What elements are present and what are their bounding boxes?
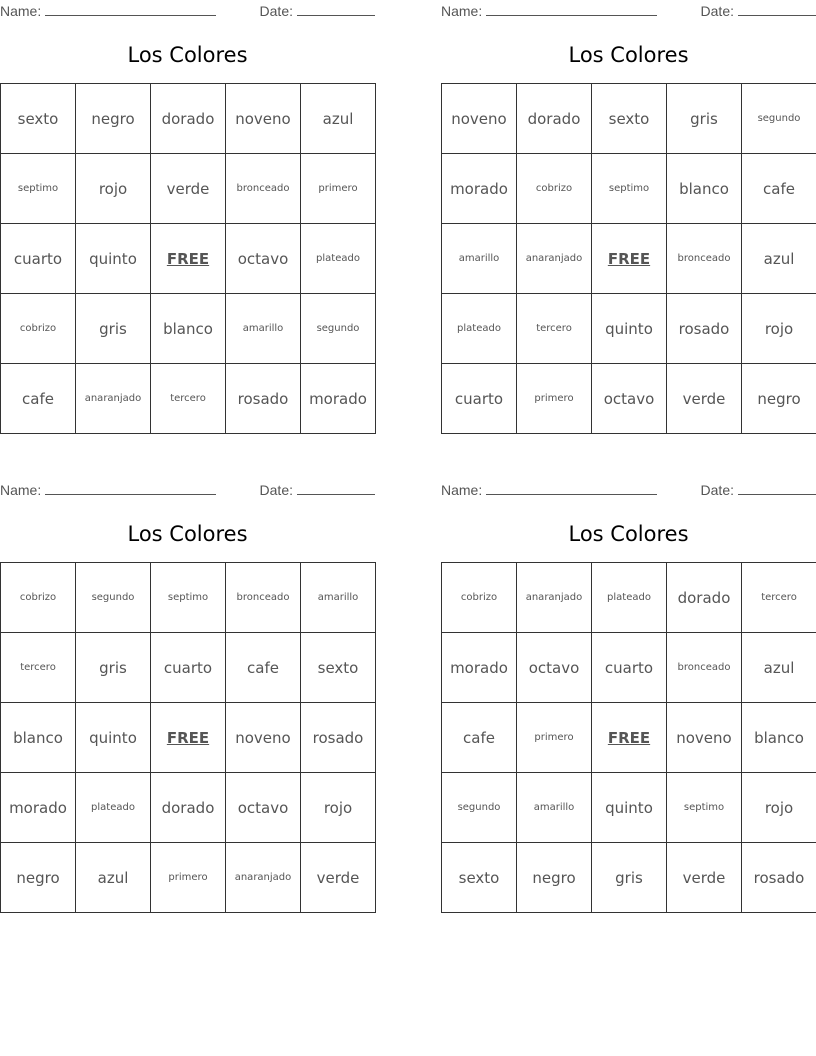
free-space[interactable]: FREE <box>151 703 226 773</box>
date-label: Date: <box>700 482 734 498</box>
bingo-cell[interactable]: verde <box>667 364 742 434</box>
bingo-cell[interactable]: primero <box>517 364 592 434</box>
bingo-grid <box>441 562 816 913</box>
bingo-cell[interactable]: rojo <box>76 154 151 224</box>
bingo-cell[interactable]: sexto <box>442 843 517 913</box>
bingo-cell[interactable]: quinto <box>592 773 667 843</box>
name-label: Name: <box>0 3 42 19</box>
bingo-cell[interactable]: bronceado <box>226 154 301 224</box>
date-blank-line[interactable] <box>738 2 816 16</box>
bingo-cell[interactable]: cafe <box>1 364 76 434</box>
bingo-cell[interactable]: rosado <box>667 294 742 364</box>
bingo-cell[interactable]: blanco <box>151 294 226 364</box>
bingo-row <box>1 154 376 224</box>
bingo-cell[interactable]: anaranjado <box>517 224 592 294</box>
bingo-cell[interactable]: morado <box>442 154 517 224</box>
bingo-cell[interactable]: plateado <box>301 224 376 294</box>
bingo-card-3 <box>0 479 375 909</box>
name-field[interactable] <box>441 2 657 19</box>
bingo-cell[interactable]: negro <box>1 843 76 913</box>
bingo-row <box>1 294 376 364</box>
bingo-cell[interactable]: morado <box>442 633 517 703</box>
bingo-row <box>442 563 816 633</box>
bingo-cell[interactable]: segundo <box>442 773 517 843</box>
bingo-cell[interactable]: gris <box>76 633 151 703</box>
bingo-cell[interactable]: cuarto <box>151 633 226 703</box>
bingo-cell[interactable]: plateado <box>76 773 151 843</box>
bingo-cell[interactable]: dorado <box>151 773 226 843</box>
bingo-row <box>442 294 816 364</box>
bingo-row <box>442 633 816 703</box>
bingo-cell[interactable]: dorado <box>517 84 592 154</box>
bingo-row <box>1 633 376 703</box>
bingo-row <box>1 224 376 294</box>
bingo-row <box>442 154 816 224</box>
bingo-cell[interactable]: bronceado <box>226 563 301 633</box>
bingo-cell[interactable]: negro <box>742 364 816 434</box>
bingo-cell[interactable]: rosado <box>226 364 301 434</box>
bingo-cell[interactable]: septimo <box>667 773 742 843</box>
bingo-cell[interactable]: rojo <box>742 294 816 364</box>
bingo-cell[interactable]: cuarto <box>592 633 667 703</box>
bingo-cell[interactable]: rosado <box>742 843 816 913</box>
name-blank-line[interactable] <box>486 481 657 495</box>
bingo-cell[interactable]: dorado <box>151 84 226 154</box>
bingo-row <box>442 843 816 913</box>
bingo-cell[interactable]: octavo <box>517 633 592 703</box>
name-field[interactable] <box>441 481 657 498</box>
bingo-cell[interactable]: plateado <box>592 563 667 633</box>
card-header <box>441 481 816 499</box>
bingo-grid <box>441 83 816 434</box>
bingo-cell[interactable]: anaranjado <box>76 364 151 434</box>
bingo-cell[interactable]: quinto <box>592 294 667 364</box>
bingo-cell[interactable]: verde <box>667 843 742 913</box>
bingo-cell[interactable]: noveno <box>226 703 301 773</box>
date-label: Date: <box>700 3 734 19</box>
bingo-cell[interactable]: tercero <box>1 633 76 703</box>
bingo-cell[interactable]: blanco <box>667 154 742 224</box>
bingo-cell[interactable]: septimo <box>151 563 226 633</box>
card-title: Los Colores <box>127 522 248 546</box>
bingo-cell[interactable]: tercero <box>151 364 226 434</box>
bingo-row <box>442 84 816 154</box>
free-space[interactable]: FREE <box>592 703 667 773</box>
bingo-cell[interactable]: noveno <box>226 84 301 154</box>
free-space[interactable]: FREE <box>592 224 667 294</box>
bingo-cell[interactable]: quinto <box>76 224 151 294</box>
bingo-cell[interactable]: primero <box>517 703 592 773</box>
bingo-cell[interactable]: segundo <box>742 84 816 154</box>
bingo-row <box>1 563 376 633</box>
bingo-cell[interactable]: rojo <box>742 773 816 843</box>
date-blank-line[interactable] <box>738 481 816 495</box>
bingo-cell[interactable]: sexto <box>301 633 376 703</box>
date-blank-line[interactable] <box>297 2 375 16</box>
bingo-cell[interactable]: blanco <box>1 703 76 773</box>
date-blank-line[interactable] <box>297 481 375 495</box>
bingo-cell[interactable]: amarillo <box>517 773 592 843</box>
bingo-cell[interactable]: segundo <box>301 294 376 364</box>
date-field[interactable] <box>701 2 816 19</box>
bingo-cell[interactable]: noveno <box>667 703 742 773</box>
bingo-grid <box>0 562 376 913</box>
bingo-cell[interactable]: octavo <box>226 224 301 294</box>
bingo-cell[interactable]: cafe <box>442 703 517 773</box>
bingo-cell[interactable]: negro <box>76 84 151 154</box>
bingo-cell[interactable]: blanco <box>742 703 816 773</box>
card-header <box>441 2 816 20</box>
name-blank-line[interactable] <box>486 2 657 16</box>
bingo-cell[interactable]: anaranjado <box>517 563 592 633</box>
bingo-cell[interactable]: primero <box>301 154 376 224</box>
bingo-cell[interactable]: azul <box>301 84 376 154</box>
bingo-cell[interactable]: sexto <box>592 84 667 154</box>
bingo-row <box>442 773 816 843</box>
bingo-cell[interactable]: sexto <box>1 84 76 154</box>
name-label: Name: <box>441 3 483 19</box>
bingo-cell[interactable]: gris <box>592 843 667 913</box>
name-field[interactable] <box>0 2 216 19</box>
bingo-row <box>1 364 376 434</box>
bingo-cell[interactable]: quinto <box>76 703 151 773</box>
bingo-cell[interactable]: cafe <box>226 633 301 703</box>
bingo-cell[interactable]: plateado <box>442 294 517 364</box>
bingo-cell[interactable]: amarillo <box>442 224 517 294</box>
bingo-row <box>1 84 376 154</box>
bingo-cell[interactable]: segundo <box>76 563 151 633</box>
card-title: Los Colores <box>568 522 689 546</box>
date-field[interactable] <box>701 481 816 498</box>
bingo-cell[interactable]: bronceado <box>667 224 742 294</box>
bingo-cell[interactable]: rosado <box>301 703 376 773</box>
bingo-cell[interactable]: cobrizo <box>1 294 76 364</box>
bingo-card-4 <box>441 479 816 909</box>
bingo-cell[interactable]: primero <box>151 843 226 913</box>
bingo-cell[interactable]: cuarto <box>442 364 517 434</box>
bingo-row <box>1 843 376 913</box>
bingo-cell[interactable]: cobrizo <box>517 154 592 224</box>
bingo-cell[interactable]: negro <box>517 843 592 913</box>
bingo-row <box>442 364 816 434</box>
name-blank-line[interactable] <box>45 481 216 495</box>
bingo-cell[interactable]: cobrizo <box>442 563 517 633</box>
bingo-cell[interactable]: gris <box>667 84 742 154</box>
name-label: Name: <box>441 482 483 498</box>
bingo-cell[interactable]: tercero <box>517 294 592 364</box>
bingo-row <box>1 703 376 773</box>
bingo-cell[interactable]: septimo <box>1 154 76 224</box>
bingo-cell[interactable]: tercero <box>742 563 816 633</box>
bingo-cell[interactable]: dorado <box>667 563 742 633</box>
name-blank-line[interactable] <box>45 2 216 16</box>
bingo-cell[interactable]: octavo <box>226 773 301 843</box>
bingo-cell[interactable]: verde <box>151 154 226 224</box>
card-header <box>0 481 375 499</box>
bingo-cell[interactable]: septimo <box>592 154 667 224</box>
bingo-row <box>1 773 376 843</box>
bingo-cell[interactable]: azul <box>742 224 816 294</box>
bingo-cell[interactable]: cobrizo <box>1 563 76 633</box>
name-label: Name: <box>0 482 42 498</box>
bingo-cell[interactable]: verde <box>301 843 376 913</box>
bingo-card-2 <box>441 0 816 430</box>
bingo-cell[interactable]: bronceado <box>667 633 742 703</box>
bingo-cell[interactable]: amarillo <box>301 563 376 633</box>
bingo-cell[interactable]: anaranjado <box>226 843 301 913</box>
bingo-row <box>442 224 816 294</box>
bingo-grid <box>0 83 376 434</box>
date-label: Date: <box>259 482 293 498</box>
bingo-cell[interactable]: azul <box>742 633 816 703</box>
date-field[interactable] <box>260 481 375 498</box>
bingo-cell[interactable]: octavo <box>592 364 667 434</box>
card-title: Los Colores <box>127 43 248 67</box>
bingo-cell[interactable]: morado <box>1 773 76 843</box>
bingo-cell[interactable]: amarillo <box>226 294 301 364</box>
bingo-row <box>442 703 816 773</box>
bingo-cell[interactable]: rojo <box>301 773 376 843</box>
date-field[interactable] <box>260 2 375 19</box>
name-field[interactable] <box>0 481 216 498</box>
bingo-cell[interactable]: gris <box>76 294 151 364</box>
bingo-cell[interactable]: cuarto <box>1 224 76 294</box>
bingo-cell[interactable]: morado <box>301 364 376 434</box>
card-header <box>0 2 375 20</box>
bingo-cell[interactable]: cafe <box>742 154 816 224</box>
bingo-cell[interactable]: azul <box>76 843 151 913</box>
free-space[interactable]: FREE <box>151 224 226 294</box>
bingo-cell[interactable]: noveno <box>442 84 517 154</box>
card-title: Los Colores <box>568 43 689 67</box>
bingo-card-1 <box>0 0 375 430</box>
date-label: Date: <box>259 3 293 19</box>
